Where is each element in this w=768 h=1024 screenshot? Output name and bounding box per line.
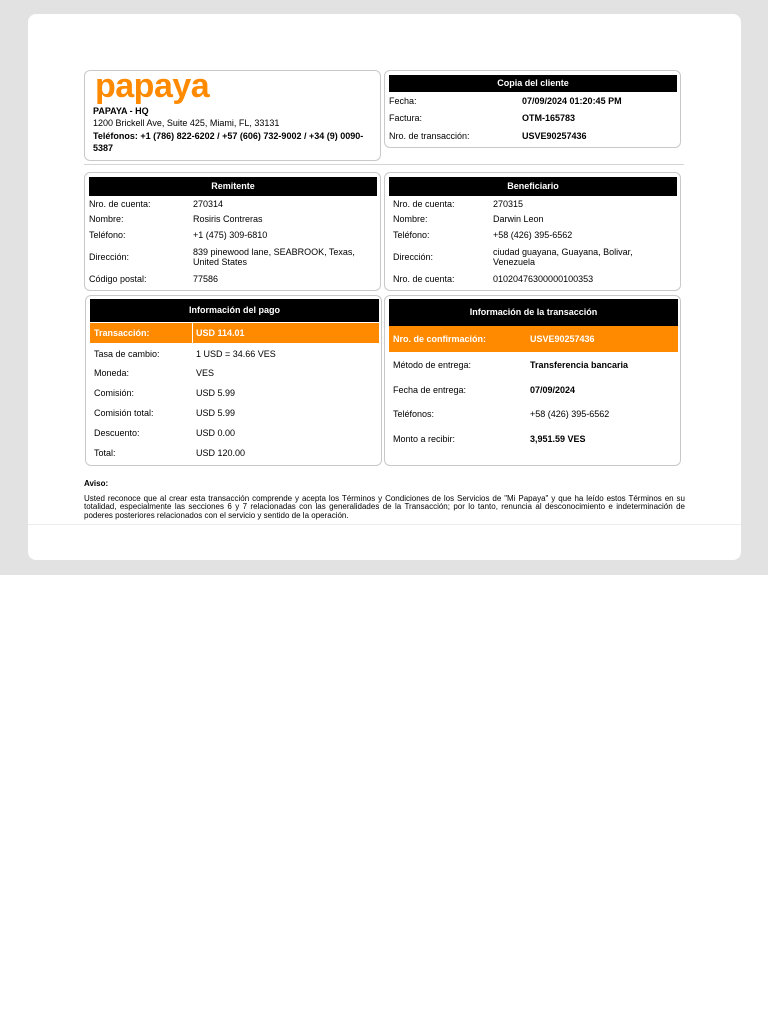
transaction-value: 07/09/2024 bbox=[530, 385, 576, 395]
receiver-value: 270315 bbox=[493, 199, 524, 209]
receiver-value: +58 (426) 395-6562 bbox=[493, 230, 573, 240]
payment-label: Moneda: bbox=[94, 368, 130, 378]
company-name: PAPAYA - HQ bbox=[93, 106, 149, 116]
sender-label: Nro. de cuenta: bbox=[89, 199, 151, 209]
company-info-box bbox=[84, 70, 381, 161]
receiver-value: ciudad guayana, Guayana, Bolivar, Venezuela bbox=[493, 247, 633, 267]
receiver-title: Beneficiario bbox=[389, 177, 677, 196]
transaction-label: Monto a recibir: bbox=[393, 434, 456, 444]
svg-text:papaya: papaya bbox=[95, 73, 210, 105]
sheet-divider bbox=[28, 524, 741, 525]
payment-highlight-label: Transacción: bbox=[94, 328, 150, 338]
receiver-value: 01020476300000100353 bbox=[493, 274, 594, 284]
transaction-title: Información de la transacción bbox=[389, 299, 678, 326]
payment-highlight-value: USD 114.01 bbox=[196, 328, 245, 338]
transaction-info-box bbox=[384, 295, 681, 466]
sender-value: 270314 bbox=[193, 199, 224, 209]
payment-value: USD 0.00 bbox=[196, 428, 236, 438]
sender-label: Dirección: bbox=[89, 252, 130, 262]
payment-title: Información del pago bbox=[90, 299, 379, 322]
company-address: 1200 Brickell Ave, Suite 425, Miami, FL, 33131 bbox=[93, 118, 280, 128]
transaction-highlight-row bbox=[389, 326, 678, 352]
highlight-divider bbox=[192, 323, 193, 343]
transaction-highlight-label: Nro. de confirmación: bbox=[393, 334, 487, 344]
payment-value: VES bbox=[196, 368, 215, 378]
copy-value: USVE90257436 bbox=[522, 131, 587, 141]
payment-label: Tasa de cambio: bbox=[94, 349, 160, 359]
payment-label: Total: bbox=[94, 448, 116, 458]
transaction-highlight-value: USVE90257436 bbox=[530, 334, 595, 344]
receiver-value: Darwin Leon bbox=[493, 214, 544, 224]
transaction-label: Método de entrega: bbox=[393, 360, 472, 370]
customer-copy-title: Copia del cliente bbox=[389, 75, 677, 92]
payment-label: Comisión total: bbox=[94, 408, 154, 418]
transaction-value: +58 (426) 395-6562 bbox=[530, 409, 610, 419]
papaya-logo bbox=[93, 73, 233, 105]
sender-label: Teléfono: bbox=[89, 230, 126, 240]
transaction-value: 3,951.59 VES bbox=[530, 434, 586, 444]
payment-info-box bbox=[85, 295, 382, 466]
copy-value: OTM-165783 bbox=[522, 113, 576, 123]
notice-title: Aviso: bbox=[84, 479, 109, 488]
receiver-label: Dirección: bbox=[393, 252, 434, 262]
copy-label: Nro. de transacción: bbox=[389, 131, 470, 141]
sender-value: 839 pinewood lane, SEABROOK, Texas, United States bbox=[193, 247, 355, 267]
customer-copy-box bbox=[384, 70, 681, 148]
payment-highlight-row bbox=[90, 323, 379, 343]
transaction-label: Teléfonos: bbox=[393, 409, 435, 419]
receiver-label: Teléfono: bbox=[393, 230, 430, 240]
payment-label: Descuento: bbox=[94, 428, 140, 438]
payment-value: USD 5.99 bbox=[196, 388, 236, 398]
receiver-label: Nro. de cuenta: bbox=[393, 199, 455, 209]
header-divider bbox=[84, 164, 684, 165]
sender-label: Código postal: bbox=[89, 274, 147, 284]
copy-label: Factura: bbox=[389, 113, 423, 123]
sender-value: +1 (475) 309-6810 bbox=[193, 230, 268, 240]
payment-value: USD 120.00 bbox=[196, 448, 246, 458]
payment-value: 1 USD = 34.66 VES bbox=[196, 349, 276, 359]
sender-label: Nombre: bbox=[89, 214, 124, 224]
receiver-label: Nombre: bbox=[393, 214, 428, 224]
payment-value: USD 5.99 bbox=[196, 408, 236, 418]
sender-value: 77586 bbox=[193, 274, 219, 284]
notice-text: Usted reconoce que al crear esta transacción comprende y acepta los Términos y Condiciones de los Servicios de "Mi Papaya" y que ha leído estos Términos en su totalidad, especialmente las secciones 6 y 7 relacionadas con las generalidades de la Transacción; por lo tanto, renuncia al desconocimiento e indeterminación de poderes posteriores relacionados con el servicio y sentido de la operación. bbox=[84, 494, 685, 520]
copy-value: 07/09/2024 01:20:45 PM bbox=[522, 96, 622, 106]
transaction-label: Fecha de entrega: bbox=[393, 385, 467, 395]
receiver-label: Nro. de cuenta: bbox=[393, 274, 455, 284]
sender-value: Rosiris Contreras bbox=[193, 214, 263, 224]
sender-title: Remitente bbox=[89, 177, 377, 196]
company-phones: Teléfonos: +1 (786) 822-6202 / +57 (606) 732-9002 / +34 (9) 0090-5387 bbox=[93, 131, 364, 153]
payment-label: Comisión: bbox=[94, 388, 135, 398]
transaction-value: Transferencia bancaria bbox=[530, 360, 629, 370]
sender-box bbox=[84, 172, 381, 291]
copy-label: Fecha: bbox=[389, 96, 417, 106]
receiver-box bbox=[384, 172, 681, 291]
